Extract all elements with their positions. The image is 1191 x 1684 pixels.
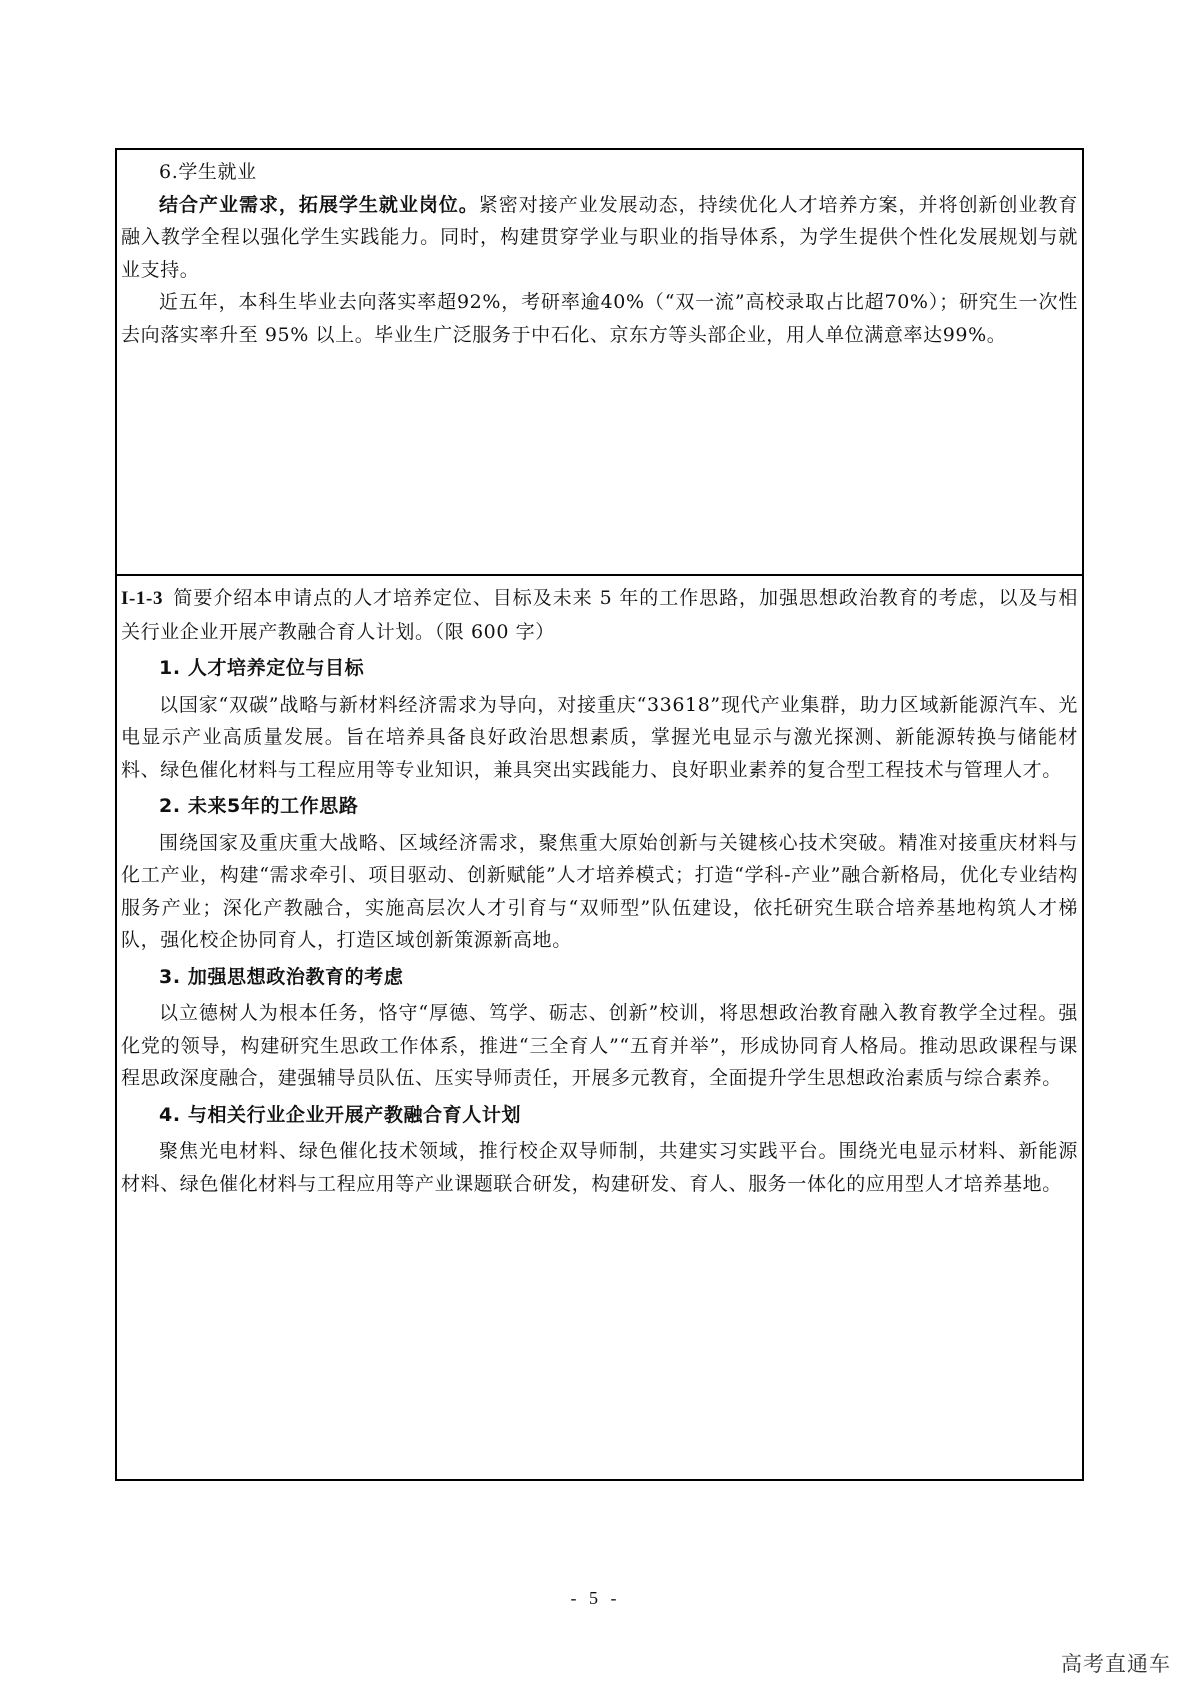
employment-heading: 6.学生就业	[159, 161, 257, 183]
employment-lead-text: 结合产业需求，拓展学生就业岗位。	[159, 193, 479, 216]
employment-paragraph-2: 近五年，本科生毕业去向落实率超92%，考研率逾40%（“双一流”高校录取占比超70%）；研究生一次性去向落实率升至 95% 以上。毕业生广泛服务于中石化、京东方等头部企业，用人单位满意率达99%。	[121, 291, 1078, 346]
employment-paragraph-1	[121, 189, 1078, 287]
plan-cell	[117, 576, 1082, 1479]
employment-body-text: 紧密对接产业发展动态，持续优化人才培养方案，并将创新创业教育融入教学全程以强化学生实践能力。同时，构建贯穿学业与职业的指导体系，为学生提供个性化发展规划与就业支持。	[121, 193, 1078, 281]
item-heading-4: 4. 与相关行业企业开展产教融合育人计划	[159, 1103, 522, 1126]
employment-cell	[117, 150, 1082, 576]
item-text-2: 围绕国家及重庆重大战略、区域经济需求，聚焦重大原始创新与关键核心技术突破。精准对接重庆材料与化工产业，构建“需求牵引、项目驱动、创新赋能”人才培养模式；打造“学科-产业”融合新格局，优化专业结构服务产业；深化产教融合，实施高层次人才引育与“双师型”队伍建设，依托研究生联合培养基地构筑人才梯队，强化校企协同育人，打造区域创新策源新高地。	[121, 831, 1078, 951]
form-table	[115, 148, 1084, 1481]
page-number: - 5 -	[570, 1588, 621, 1608]
section-prompt	[121, 582, 1078, 648]
watermark-text: 高考直通车	[1061, 1652, 1171, 1676]
item-text-4: 聚焦光电材料、绿色催化技术领域，推行校企双导师制，共建实习实践平台。围绕光电显示材料、新能源材料、绿色催化材料与工程应用等产业课题联合研发，构建研发、育人、服务一体化的应用型人才培养基地。	[121, 1140, 1078, 1195]
section-code: I-1-3	[121, 588, 164, 609]
item-heading-2: 2. 未来5年的工作思路	[159, 795, 359, 817]
item-heading-1: 1. 人才培养定位与目标	[159, 657, 365, 679]
section-prompt-text: 简要介绍本申请点的人才培养定位、目标及未来 5 年的工作思路，加强思想政治教育的考虑，以及与相关行业企业开展产教融合育人计划。（限 600 字）	[121, 587, 1078, 643]
item-heading-3: 3. 加强思想政治教育的考虑	[159, 965, 404, 988]
item-text-3: 以立德树人为根本任务，恪守“厚德、笃学、砺志、创新”校训，将思想政治教育融入教育教学全过程。强化党的领导，构建研究生思政工作体系，推进“三全育人”“五育并举”，形成协同育人格局。推动思政课程与课程思政深度融合，建强辅导员队伍、压实导师责任，开展多元教育，全面提升学生思想政治素质与综合素养。	[121, 1002, 1078, 1089]
item-text-1: 以国家“双碳”战略与新材料经济需求为导向，对接重庆“33618”现代产业集群，助力区域新能源汽车、光电显示产业高质量发展。旨在培养具备良好政治思想素质，掌握光电显示与激光探测、新能源转换与储能材料、绿色催化材料与工程应用等专业知识，兼具突出实践能力、良好职业素养的复合型工程技术与管理人才。	[121, 693, 1078, 781]
